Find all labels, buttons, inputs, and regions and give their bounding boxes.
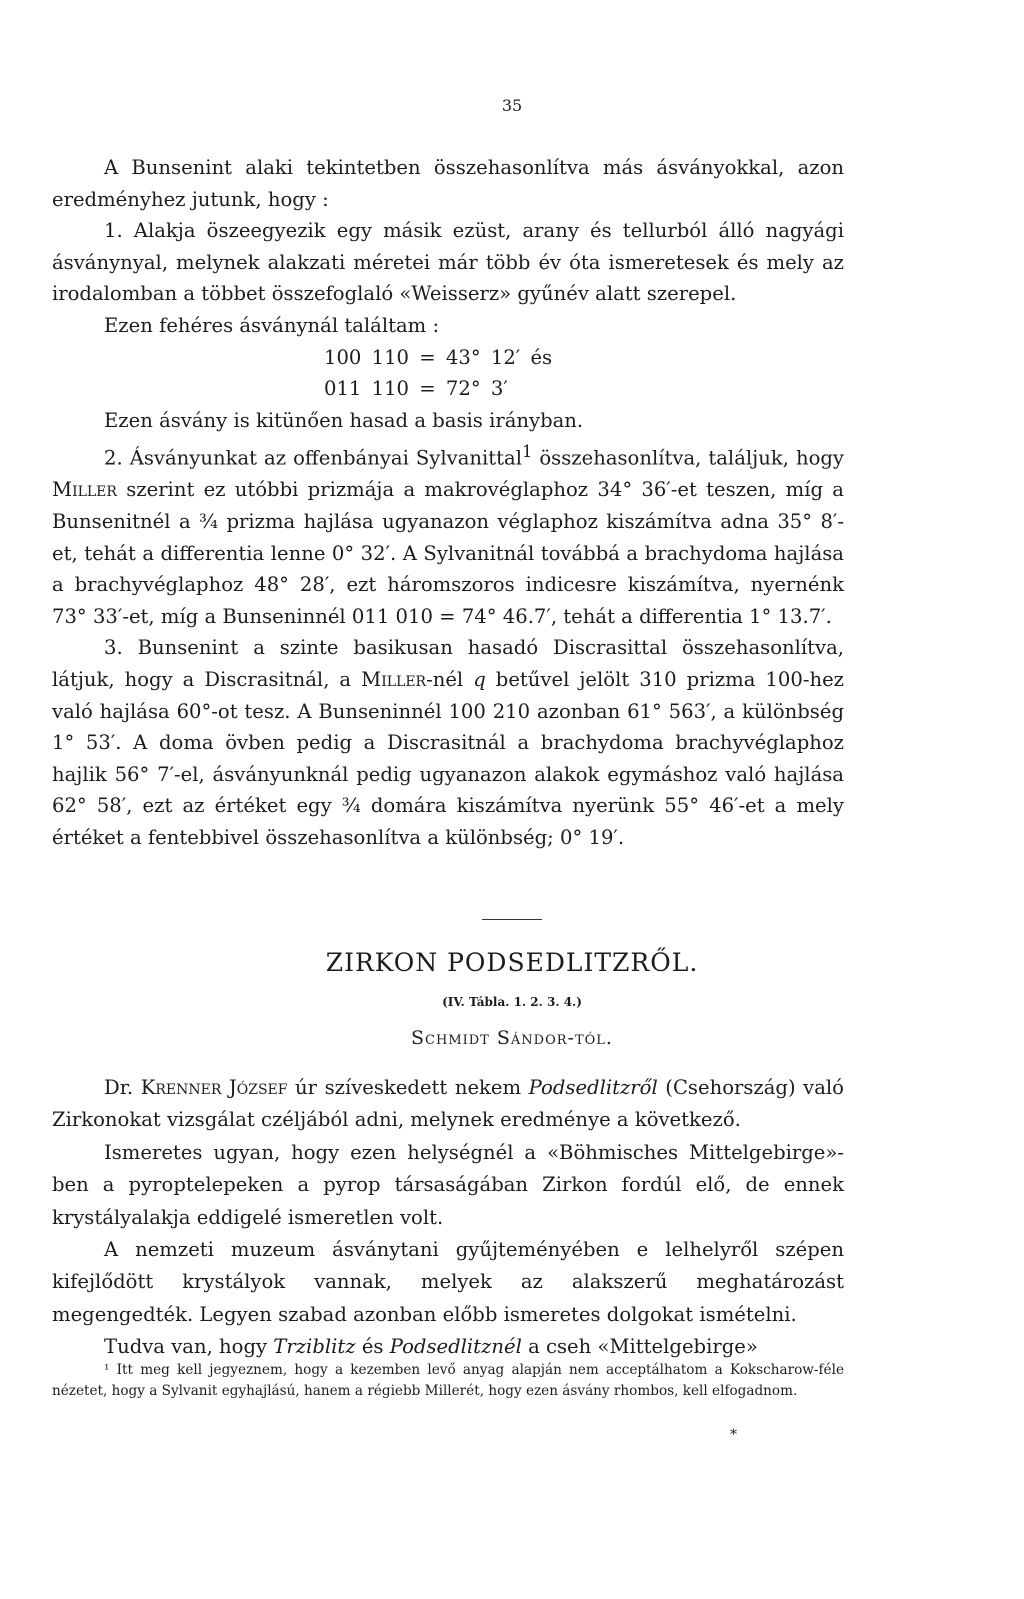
author-krenner: Krenner József [140, 1076, 288, 1099]
zirkon-paragraph-1 [52, 1072, 844, 1137]
intro-paragraph: A Bunsenint alaki tekintetben összehasonlítva más ásványokkal, azon eredményhez jutunk, hogy : [52, 156, 844, 211]
z-p4-b: és [355, 1335, 390, 1359]
article-title: ZIRKON PODSEDLITZRŐL. [325, 948, 699, 977]
section-bunsenint-comparison [52, 152, 844, 854]
letter-q: q [473, 668, 486, 692]
paragraph-3: Ezen ásvány is kitünően hasad a basis irányban. [104, 408, 584, 432]
zirkon-paragraph-3: A nemzeti muzeum ásványtani gyűjteményében e lelhelyről szépen kifejlődött krystályok vannak, melyek az alakszerű meghatározást megengedték. Legyen szabad azonban előbb ismeretes dolgokat ismételni. [52, 1238, 844, 1326]
p4-text-c: szerint ez utóbbi prizmája a makrovéglaphoz 34° 36′-et teszen, míg a Bunsenitnél a ¾ prizma hajlása ugyanazon véglaphoz kiszámítva adna 35° 8′-et, tehát a differentia lenne 0° 32′. A Sylvanitnál továbbá a brachydoma hajlása a brachyvéglaphoz 48° 28′, ezt háromszoros indicesre kiszámítva, nyernénk 73° 33′-et, míg a Bunseninnél 011 010 = 74° 46.7′, tehát a differentia 1° 13.7′. [52, 478, 844, 628]
author-miller: Miller [52, 478, 117, 502]
separator-wrap [0, 905, 1024, 924]
article-author: Schmidt Sándor-tól. [411, 1027, 613, 1049]
separator-line [482, 919, 542, 920]
zirkon-paragraph-4 [52, 1331, 844, 1363]
paragraph-5 [52, 632, 844, 853]
p5-text-c: betűvel jelölt 310 prizma 100-hez való hajlása 60°-ot tesz. A Bunseninnél 100 210 azonban 61° 563′, a különbség 1° 53′. A doma övben pedig a Discrasitnál a brachydoma brachyvéglaphoz hajlik 56° 7′-el, ásványunknál pedig ugyanazon alakok egymáshoz való hajlása 62° 58′, ezt az értéket egy ¾ domára kiszámítva nyerünk 55° 46′-et a mely értéket a fentebbivel összehasonlítva a különbség; 0° 19′. [52, 668, 844, 849]
paragraph-4 [52, 436, 844, 632]
place-trziblitz: Trziblitz [273, 1335, 356, 1359]
formula-1: 100 110 = 43° 12′ és [324, 345, 553, 369]
place-podsedlitznel: Podsedlitznél [389, 1335, 522, 1359]
p4-start: 2. Ásványunkat az offenbányai Sylvanittal [104, 446, 522, 470]
paragraph-1: 1. Alakja öszeegyezik egy másik ezüst, arany és tellurból álló nagyági ásványnyal, melynek alakzati méretei már több év óta ismeretesek és mely az irodalomban a többet összefoglaló «Weisserz» gyűnév alatt szerepel. [52, 219, 844, 306]
page-number: 35 [501, 96, 523, 115]
paragraph-2: Ezen fehéres ásványnál találtam : [104, 313, 440, 337]
zirkon-paragraph-2: Ismeretes ugyan, hogy ezen helységnél a «Böhmisches Mittelgebirge»-ben a pyroptelepeken a pyrop társaságában Zirkon fordúl elő, de ennek krystályalakja eddigelé ismeretlen volt. [52, 1140, 844, 1229]
section-zirkon [52, 1072, 844, 1364]
z-p1-b: úr szíveskedett nekem [287, 1076, 529, 1099]
p5-start: 3. Bunsenint a szinte basikusan hasadó Discrasittal összehasonlítva, látjuk, hogy a Discrasitnál, a [52, 636, 844, 692]
z-p1-a: Dr. [104, 1076, 141, 1099]
z-p4-a: Tudva van, hogy [104, 1335, 274, 1359]
footnote [52, 1360, 844, 1402]
star-mark: * [730, 1427, 737, 1443]
author-miller-2: Miller [361, 668, 427, 692]
plate-reference: (IV. Tábla. 1. 2. 3. 4.) [442, 995, 582, 1009]
footnote-marker: 1 [521, 442, 533, 462]
p5-text-b: -nél [426, 668, 474, 692]
place-podsedlitz: Podsedlitzről [528, 1076, 658, 1099]
footnote-text: ¹ Itt meg kell jegyeznem, hogy a kezemben levő anyag alapján nem acceptálhatom a Kokscharow-féle nézetet, hogy a Sylvanit egyhajlású, hanem a régiebb Millerét, hogy ezen ásvány rhombos, kell elfogadnom. [52, 1362, 844, 1399]
z-p4-c: a cseh «Mittelgebirge» [521, 1335, 758, 1359]
z-p1-c: (Csehország) való Zirkonokat vizsgálat czéljából adni, melynek eredménye a következő. [52, 1076, 844, 1132]
p4-text-b: összehasonlítva, találjuk, hogy [532, 446, 844, 470]
formula-2: 011 110 = 72° 3′ [324, 377, 508, 401]
